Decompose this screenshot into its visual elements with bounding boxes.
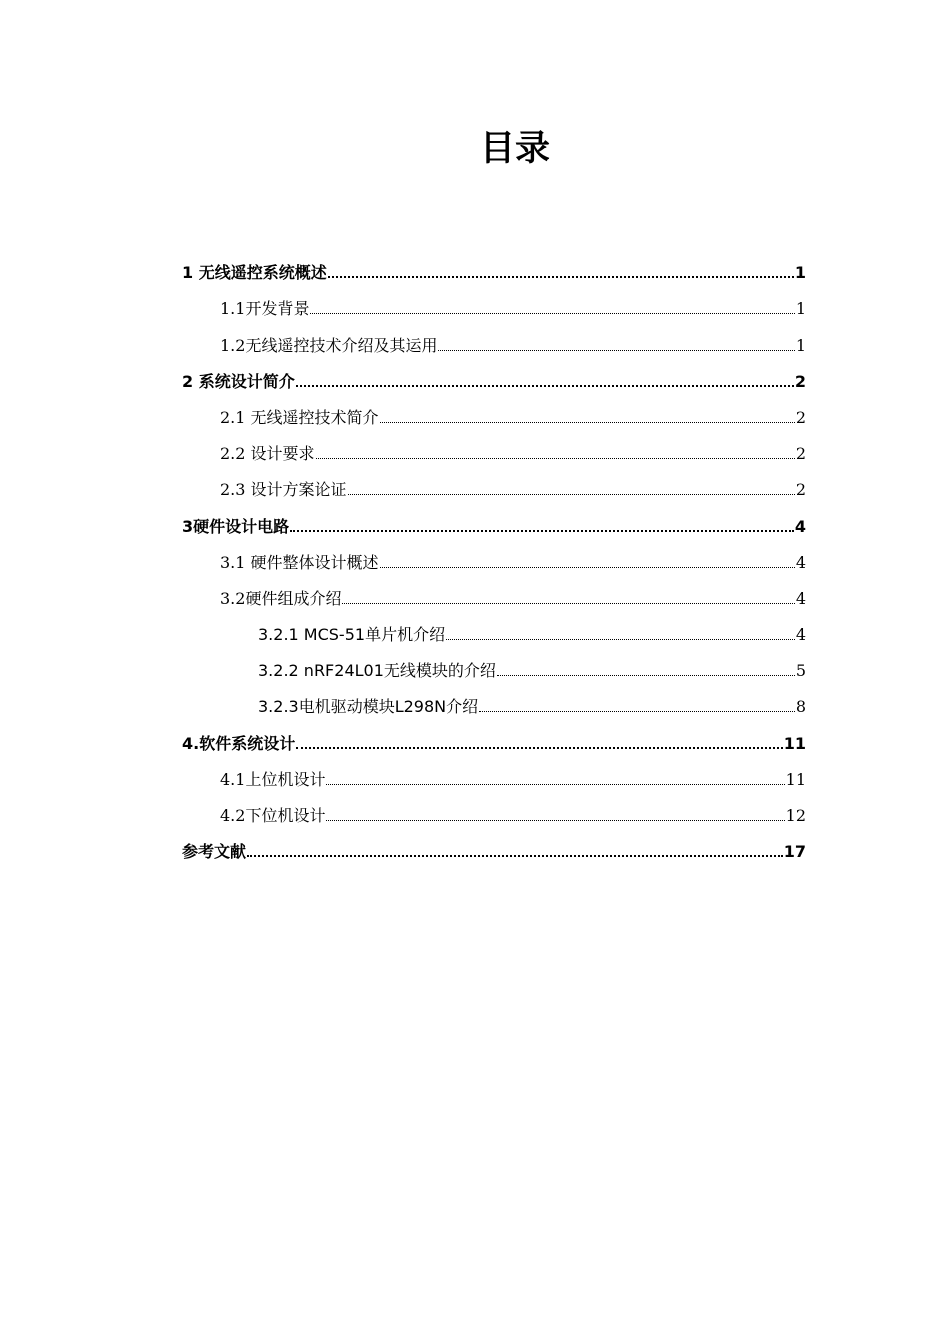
toc-entry-page: 2 <box>795 407 806 427</box>
toc-entry-label: 1 无线遥控系统概述 <box>182 263 327 283</box>
toc-entry-page: 2 <box>794 371 806 391</box>
toc-dot-leader <box>348 494 795 495</box>
toc-entry-2-2[interactable] <box>182 427 806 463</box>
toc-entry-page: 12 <box>785 806 806 825</box>
toc-dot-leader <box>316 458 795 459</box>
toc-dot-leader <box>296 747 783 749</box>
toc-entry-label: 2.2 设计要求 <box>220 444 315 464</box>
toc-entry-page: 17 <box>783 842 806 862</box>
toc-entry-4-1[interactable] <box>182 753 806 789</box>
toc-entry-page: 8 <box>795 697 806 717</box>
toc-dot-leader <box>310 313 794 314</box>
toc-entry-page: 11 <box>783 733 806 753</box>
toc-entry-chapter-1[interactable] <box>182 246 806 282</box>
toc-entry-3-2-2[interactable] <box>182 644 806 680</box>
toc-entry-page: 1 <box>795 299 806 319</box>
toc-entry-label: 参考文献 <box>182 842 247 862</box>
toc-entry-chapter-3[interactable] <box>182 499 806 535</box>
toc-dot-leader <box>326 820 784 821</box>
toc-dot-leader <box>296 385 794 387</box>
toc-entry-1-1[interactable] <box>182 282 806 318</box>
toc-entry-label: 3.2硬件组成介绍 <box>220 588 342 608</box>
toc-dot-leader <box>247 855 783 857</box>
toc-dot-leader <box>438 350 794 351</box>
toc-entry-page: 2 <box>795 480 806 500</box>
toc-entry-label: 1.1开发背景 <box>220 299 310 319</box>
toc-entry-label: 1.2无线遥控技术介绍及其运用 <box>220 335 438 355</box>
toc-entry-label: 3.2.1 MCS-51单片机介绍 <box>258 625 446 645</box>
toc-entry-page: 1 <box>795 335 806 355</box>
toc-entry-label: 2.3 设计方案论证 <box>220 480 347 500</box>
toc-entry-label: 2.1 无线遥控技术简介 <box>220 407 379 427</box>
toc-entry-page: 2 <box>795 444 806 464</box>
toc-entry-label: 4.软件系统设计 <box>182 733 296 753</box>
toc-entry-chapter-2[interactable] <box>182 355 806 391</box>
toc-entry-label: 4.2下位机设计 <box>220 806 326 825</box>
table-of-contents <box>182 246 806 861</box>
toc-entry-3-1[interactable] <box>182 536 806 572</box>
toc-entry-page: 5 <box>795 661 806 681</box>
page-title: 目录 <box>479 129 550 169</box>
toc-dot-leader <box>326 784 784 785</box>
toc-entry-4-2[interactable] <box>182 789 806 825</box>
toc-dot-leader <box>380 567 795 568</box>
toc-entry-page: 4 <box>795 552 806 572</box>
toc-entry-label: 3硬件设计电路 <box>182 516 290 536</box>
toc-entry-label: 3.2.3电机驱动模块L298N介绍 <box>258 697 479 717</box>
toc-entry-1-2[interactable] <box>182 318 806 354</box>
toc-dot-leader <box>290 530 794 532</box>
toc-entry-page: 1 <box>794 263 806 283</box>
toc-entry-label: 2 系统设计简介 <box>182 371 295 391</box>
toc-entry-references[interactable] <box>182 825 806 861</box>
toc-dot-leader <box>497 675 795 676</box>
toc-entry-page: 11 <box>785 769 806 789</box>
toc-dot-leader <box>342 603 794 604</box>
toc-entry-2-1[interactable] <box>182 391 806 427</box>
toc-dot-leader <box>328 276 794 278</box>
toc-dot-leader <box>380 422 795 423</box>
toc-entry-label: 3.1 硬件整体设计概述 <box>220 552 379 572</box>
toc-dot-leader <box>479 711 795 712</box>
toc-entry-page: 4 <box>795 625 806 645</box>
toc-entry-label: 3.2.2 nRF24L01无线模块的介绍 <box>258 661 496 681</box>
toc-dot-leader <box>446 639 795 640</box>
toc-entry-label: 4.1上位机设计 <box>220 769 326 789</box>
toc-entry-chapter-4[interactable] <box>182 716 806 752</box>
toc-entry-page: 4 <box>794 516 806 536</box>
toc-entry-3-2[interactable] <box>182 572 806 608</box>
toc-entry-2-3[interactable] <box>182 463 806 499</box>
toc-entry-3-2-3[interactable] <box>182 680 806 716</box>
toc-entry-3-2-1[interactable] <box>182 608 806 644</box>
toc-entry-page: 4 <box>795 588 806 608</box>
